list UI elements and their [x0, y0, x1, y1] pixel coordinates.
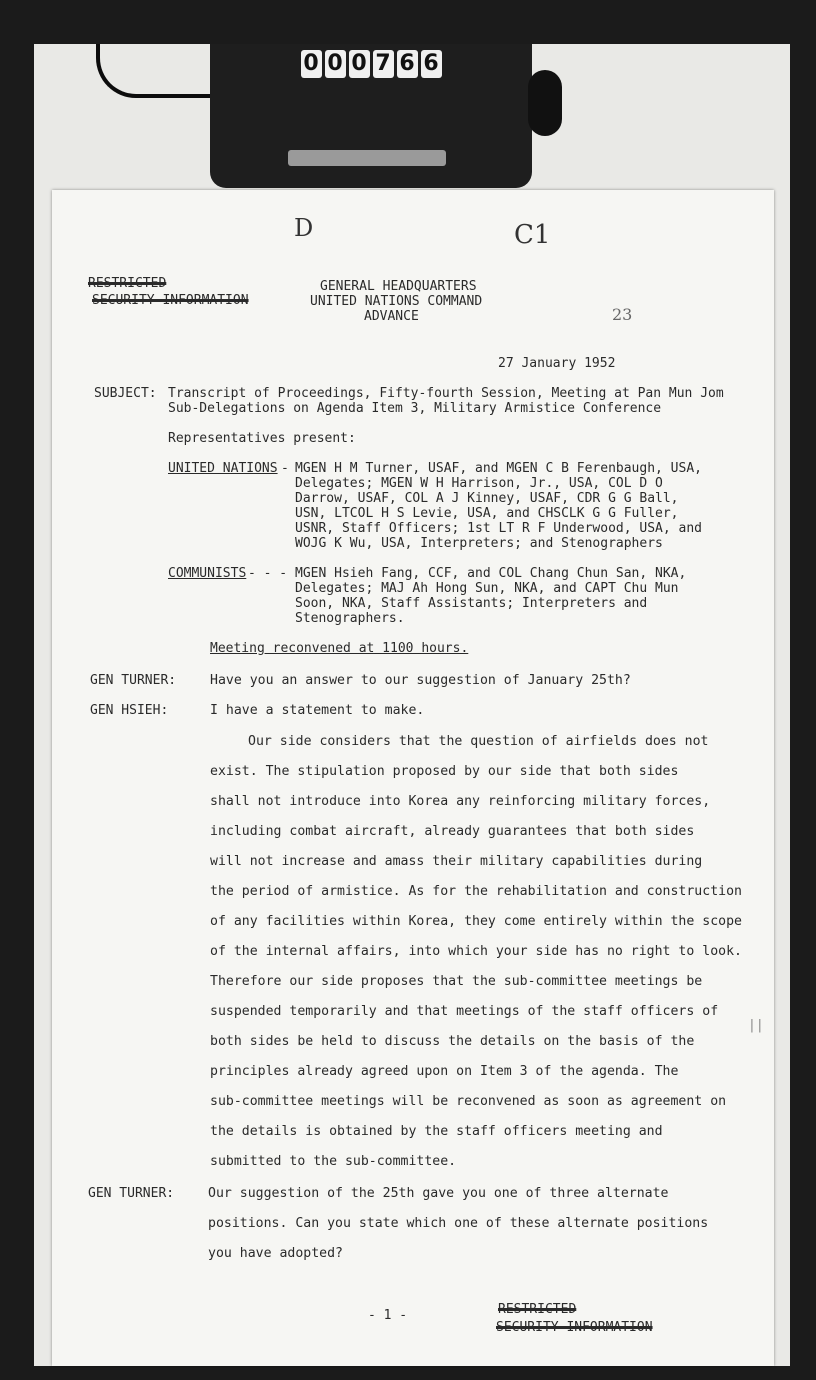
statement-line: will not increase and amass their military capabilities during	[210, 854, 703, 869]
speech-line: Have you an answer to our suggestion of January 25th?	[210, 673, 631, 688]
speech-line: I have a statement to make.	[210, 703, 425, 718]
header-line2: UNITED NATIONS COMMAND	[310, 294, 483, 309]
statement-line: of the internal affairs, into which your side has no right to look.	[210, 944, 742, 959]
header-line1: GENERAL HEADQUARTERS	[320, 279, 477, 294]
statement-line: principles already agreed upon on Item 3 of the agenda. The	[210, 1064, 679, 1079]
frame-counter	[278, 50, 464, 80]
un-line: WOJG K Wu, USA, Interpreters; and Stenographers	[295, 536, 663, 551]
un-dash: -	[281, 461, 289, 476]
counter-plate	[288, 150, 446, 166]
handwritten-mark-left: D	[294, 214, 314, 242]
speaker-label: GEN TURNER:	[88, 1186, 175, 1201]
counter-digit: 6	[397, 50, 418, 78]
statement-line: including combat aircraft, already guarantees that both sides	[210, 824, 695, 839]
communists-line: Soon, NKA, Staff Assistants; Interpreters and	[295, 596, 648, 611]
counter-digit: 0	[301, 50, 322, 78]
communists-line: Stenographers.	[295, 611, 405, 626]
handwritten-mark-right: C1	[514, 220, 551, 250]
un-line: MGEN H M Turner, USAF, and MGEN C B Ferenbaugh, USA,	[295, 461, 702, 476]
communists-line: MGEN Hsieh Fang, CCF, and COL Chang Chun San, NKA,	[295, 566, 687, 581]
statement-line: the period of armistice. As for the rehabilitation and construction	[210, 884, 742, 899]
speech-line: Our suggestion of the 25th gave you one of three alternate	[208, 1186, 669, 1201]
un-line: USNR, Staff Officers; 1st LT R F Underwood, USA, and	[295, 521, 702, 536]
statement-line: exist. The stipulation proposed by our side that both sides	[210, 764, 679, 779]
speaker-label: GEN HSIEH:	[90, 703, 169, 718]
statement-line: submitted to the sub-committee.	[210, 1154, 457, 1169]
speaker-label: GEN TURNER:	[90, 673, 177, 688]
representatives-heading: Representatives present:	[168, 431, 356, 446]
counter-knob	[528, 70, 562, 136]
speech-line: you have adopted?	[208, 1246, 343, 1261]
communists-label: COMMUNISTS	[168, 566, 247, 581]
communists-dash: - - -	[248, 566, 288, 581]
subject-line2: Sub-Delegations on Agenda Item 3, Military Armistice Conference	[168, 401, 662, 416]
un-line: USN, LTCOL H S Levie, USA, and CHSCLK G G Fuller,	[295, 506, 679, 521]
counter-digit: 6	[421, 50, 442, 78]
counter-digit: 0	[349, 50, 370, 78]
classification-bottom-line1: RESTRICTED	[498, 1302, 577, 1317]
speech-line: positions. Can you state which one of these alternate positions	[208, 1216, 709, 1231]
statement-line: shall not introduce into Korea any reinforcing military forces,	[210, 794, 711, 809]
statement-line: of any facilities within Korea, they come entirely within the scope	[210, 914, 742, 929]
counter-cable	[96, 44, 220, 98]
subject-line1: Transcript of Proceedings, Fifty-fourth Session, Meeting at Pan Mun Jom	[168, 386, 724, 401]
counter-digit: 0	[325, 50, 346, 78]
statement-line: the details is obtained by the staff officers meeting and	[210, 1124, 663, 1139]
communists-line: Delegates; MAJ Ah Hong Sun, NKA, and CAPT Chu Mun	[295, 581, 679, 596]
document-date: 27 January 1952	[498, 356, 616, 371]
classification-top-line2: SECURITY INFORMATION	[92, 293, 249, 308]
meeting-reconvened: Meeting reconvened at 1100 hours.	[210, 641, 469, 656]
un-line: Darrow, USAF, COL A J Kinney, USAF, CDR G G Ball,	[295, 491, 679, 506]
classification-bottom-line2: SECURITY INFORMATION	[496, 1320, 653, 1335]
footer-page-number: - 1 -	[368, 1308, 408, 1323]
statement-line: sub-committee meetings will be reconvened as soon as agreement on	[210, 1094, 727, 1109]
page-number-handwritten: 23	[612, 305, 633, 324]
document-page	[52, 190, 774, 1366]
un-label: UNITED NATIONS	[168, 461, 278, 476]
statement-line: suspended temporarily and that meetings of the staff officers of	[210, 1004, 719, 1019]
classification-top-line1: RESTRICTED	[88, 276, 167, 291]
un-line: Delegates; MGEN W H Harrison, Jr., USA, COL D O	[295, 476, 663, 491]
margin-mark: ||	[748, 1018, 764, 1033]
statement-line: Our side considers that the question of airfields does not	[248, 734, 709, 749]
header-line3: ADVANCE	[364, 309, 419, 324]
statement-line: both sides be held to discuss the details on the basis of the	[210, 1034, 695, 1049]
counter-digit: 7	[373, 50, 394, 78]
subject-label: SUBJECT:	[94, 386, 157, 401]
statement-line: Therefore our side proposes that the sub-committee meetings be	[210, 974, 703, 989]
